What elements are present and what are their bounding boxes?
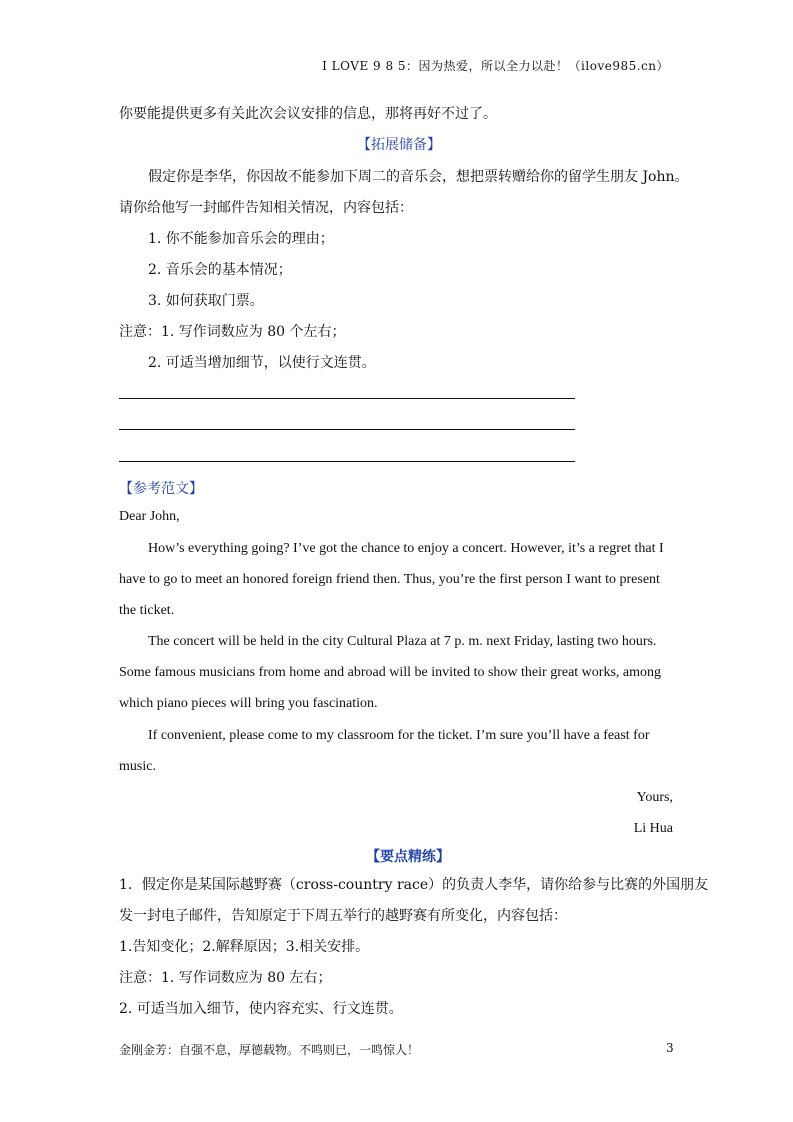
prompt-item-1: 1. 你不能参加音乐会的理由； bbox=[148, 231, 334, 247]
answer-line-1 bbox=[119, 398, 575, 399]
page-number: 3 bbox=[666, 1041, 674, 1055]
sample-p3-line2: music. bbox=[119, 759, 156, 774]
section-heading-practice: 【要点精练】 bbox=[366, 849, 450, 865]
sample-p2-line3: which piano pieces will bring you fascination. bbox=[119, 696, 378, 711]
note-line-1: 注意：1. 写作词数应为 80 个左右； bbox=[119, 324, 346, 340]
note-line-2: 2. 可适当增加细节，以使行文连贯。 bbox=[148, 355, 376, 371]
prompt-item-3: 3. 如何获取门票。 bbox=[148, 293, 264, 309]
section-heading-sample: 【参考范文】 bbox=[119, 481, 203, 497]
footer-motto: 金刚金芳：自强不息，厚德载物。不鸣则已，一鸣惊人！ bbox=[119, 1043, 420, 1057]
sample-salutation: Dear John, bbox=[119, 509, 180, 524]
sample-p2-line2: Some famous musicians from home and abroad will be invited to show their great works, among bbox=[119, 665, 662, 680]
sample-p2-line1: The concert will be held in the city Cultural Plaza at 7 p. m. next Friday, lasting two hours. bbox=[148, 634, 657, 649]
question-note-2: 2. 可适当加入细节，使内容充实、行文连贯。 bbox=[119, 1001, 403, 1017]
page-header: I LOVE 9 8 5：因为热爱，所以全力以赴！（ilove985.cn） bbox=[322, 59, 669, 73]
sample-p1-line2: have to go to meet an honored foreign friend then. Thus, you’re the first person I want to present bbox=[119, 572, 660, 587]
question-1-line2: 发一封电子邮件，告知原定于下周五举行的越野赛有所变化，内容包括： bbox=[119, 908, 567, 924]
sample-p1-line3: the ticket. bbox=[119, 603, 175, 618]
prompt-item-2: 2. 音乐会的基本情况； bbox=[148, 262, 292, 278]
answer-line-3 bbox=[119, 461, 575, 462]
section-heading-extension: 【拓展储备】 bbox=[357, 137, 441, 153]
sample-p1-line1: How’s everything going? I’ve got the chance to enjoy a concert. However, it’s a regret that I bbox=[148, 541, 664, 556]
answer-line-2 bbox=[119, 429, 575, 430]
question-note-1: 注意：1. 写作词数应为 80 左右； bbox=[119, 970, 332, 986]
question-1-items: 1.告知变化；2.解释原因；3.相关安排。 bbox=[119, 939, 370, 955]
intro-line: 你要能提供更多有关此次会议安排的信息，那将再好不过了。 bbox=[119, 106, 497, 122]
sample-closing: Yours, bbox=[636, 790, 673, 805]
sample-p3-line1: If convenient, please come to my classroom for the ticket. I’m sure you’ll have a feast for bbox=[148, 728, 650, 743]
prompt-line-2: 请你给他写一封邮件告知相关情况，内容包括： bbox=[119, 200, 413, 216]
question-1-line1: 1．假定你是某国际越野赛（cross-country race）的负责人李华，请你给参与比赛的外国朋友 bbox=[119, 877, 709, 893]
prompt-line-1: 假定你是李华，你因故不能参加下周二的音乐会，想把票转赠给你的留学生朋友 John。 bbox=[148, 169, 689, 185]
sample-signature: Li Hua bbox=[633, 821, 673, 836]
